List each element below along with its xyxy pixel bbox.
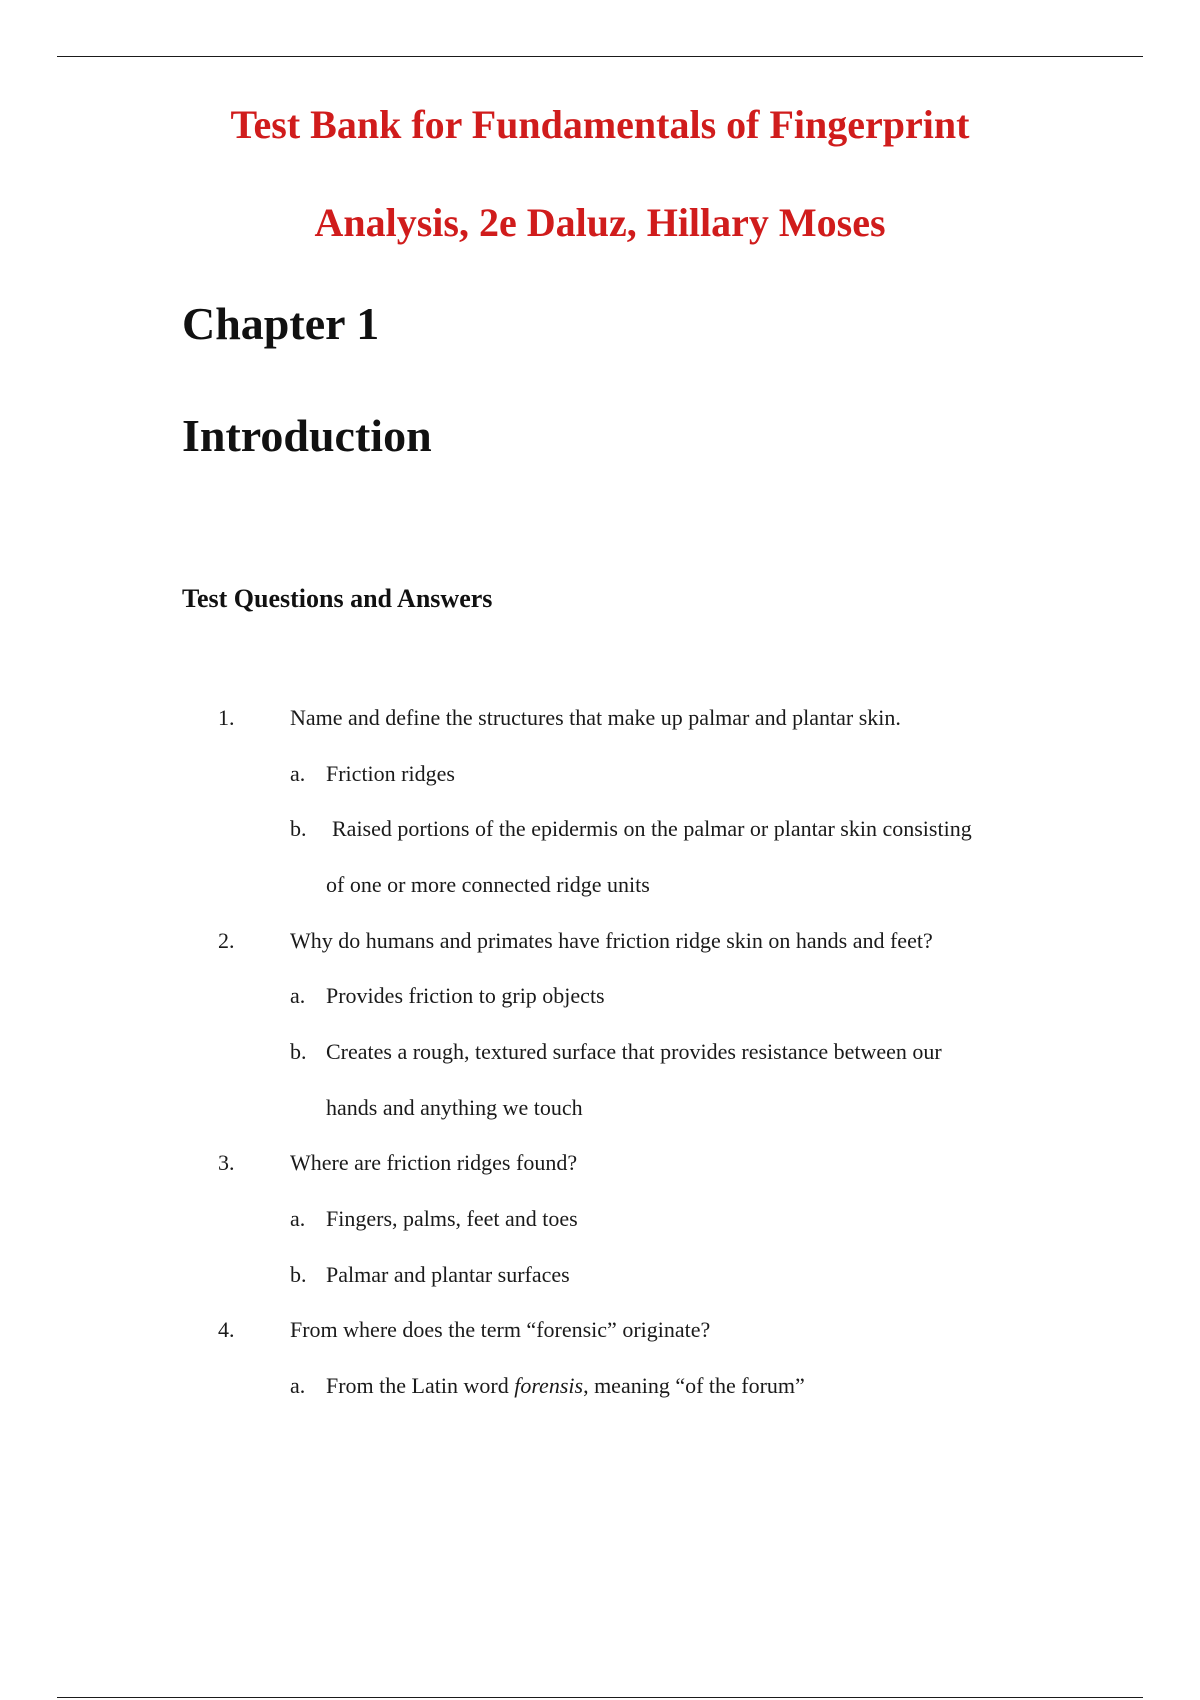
answer-text-prefix: From the Latin word [326, 1373, 515, 1398]
chapter-heading: Chapter 1 [182, 298, 380, 349]
question-number: 2. [218, 928, 235, 953]
document-title-line-1: Test Bank for Fundamentals of Fingerprint [230, 102, 970, 147]
answer-text: Fingers, palms, feet and toes [326, 1206, 578, 1231]
question-number: 4. [218, 1317, 235, 1342]
answer-text: Raised portions of the epidermis on the palmar or plantar skin consisting [332, 816, 972, 841]
question-text: Name and define the structures that make up palmar and plantar skin. [290, 705, 901, 730]
answer-text-emphasis: forensis [514, 1373, 584, 1398]
question-text: Where are friction ridges found? [290, 1150, 578, 1175]
answer-letter: a. [290, 1206, 306, 1231]
answer-text [326, 1374, 805, 1398]
answer-letter: a. [290, 1373, 306, 1398]
question-number: 1. [218, 705, 235, 730]
top-rule [57, 56, 1143, 57]
answer-letter: b. [290, 1262, 307, 1287]
question-number: 3. [218, 1150, 235, 1175]
answer-text-continued: of one or more connected ridge units [326, 872, 650, 897]
answer-text: Creates a rough, textured surface that provides resistance between our [326, 1039, 942, 1064]
answer-text: Palmar and plantar surfaces [326, 1262, 570, 1287]
answer-text: Provides friction to grip objects [326, 983, 605, 1008]
section-heading: Test Questions and Answers [182, 584, 493, 613]
bottom-rule [57, 1697, 1143, 1698]
answer-text-suffix: , meaning “of the forum” [583, 1373, 805, 1398]
question-text: Why do humans and primates have friction ridge skin on hands and feet? [290, 928, 933, 953]
answer-letter: b. [290, 816, 307, 841]
chapter-title: Introduction [182, 410, 432, 461]
answer-letter: a. [290, 983, 306, 1008]
answer-letter: b. [290, 1039, 307, 1064]
answer-text-continued: hands and anything we touch [326, 1095, 583, 1120]
answer-letter: a. [290, 761, 306, 786]
question-text: From where does the term “forensic” originate? [290, 1317, 711, 1342]
document-title-line-2: Analysis, 2e Daluz, Hillary Moses [314, 200, 886, 245]
answer-text: Friction ridges [326, 761, 455, 786]
